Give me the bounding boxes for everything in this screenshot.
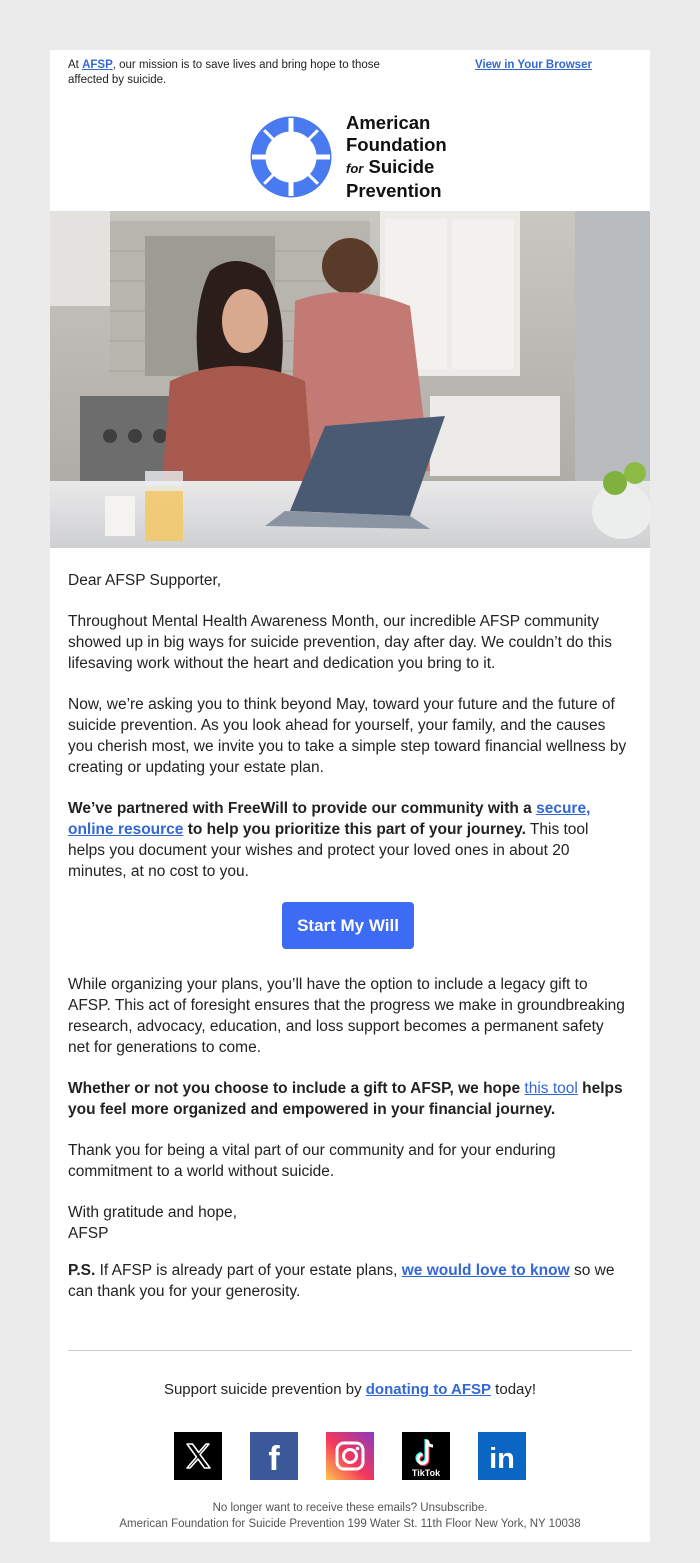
- ps-end: so we can thank you for your generosity.: [68, 1262, 615, 1300]
- facebook-glyph: f: [268, 1440, 280, 1478]
- p3-bold-start: We’ve partnered with FreeWill to provide our community with a: [68, 800, 537, 817]
- x-social-button[interactable]: [174, 1432, 222, 1480]
- tiktok-icon: [402, 1432, 450, 1480]
- logo-wordmark: [346, 112, 447, 202]
- view-in-browser-link-wrap: [475, 58, 592, 73]
- logo-line-foundation: Foundation: [346, 134, 447, 155]
- p3-bold-end: to help you prioritize this part of your journey.: [183, 821, 526, 838]
- this-tool-link[interactable]: this tool: [524, 1080, 578, 1097]
- p3-rest: This tool helps you document your wishes and protect your loved ones in about 20 minutes, at no cost to you.: [68, 821, 589, 880]
- footer: [50, 1500, 650, 1532]
- linkedin-glyph: in: [489, 1443, 515, 1475]
- greeting: Dear AFSP Supporter,: [68, 572, 222, 589]
- logo-for: for: [346, 161, 364, 176]
- p5-bold-end: helps you feel more organized and empowered in your financial journey.: [68, 1080, 623, 1118]
- paragraph-3: [68, 798, 628, 882]
- paragraph-6: Thank you for being a vital part of our community and for your enduring commitment to a world without suicide.: [68, 1142, 556, 1180]
- preheader-prefix: At: [68, 59, 83, 71]
- paragraph-5: [68, 1078, 628, 1120]
- tiktok-social-button[interactable]: [402, 1432, 450, 1480]
- logo-line-prevention: Prevention: [346, 180, 442, 201]
- unsubscribe-text[interactable]: No longer want to receive these emails? Unsubscribe.: [212, 1502, 488, 1514]
- footer-address: American Foundation for Suicide Prevention 199 Water St. 11th Floor New York, NY 10038: [119, 1518, 581, 1530]
- afsp-link[interactable]: AFSP: [82, 59, 113, 71]
- postscript: [68, 1260, 628, 1302]
- ps-label: P.S.: [68, 1262, 96, 1279]
- email-container: [50, 50, 650, 1542]
- preheader-text: [68, 58, 408, 88]
- facebook-icon: [250, 1432, 298, 1480]
- start-my-will-button[interactable]: Start My Will: [282, 902, 414, 949]
- x-icon: [174, 1432, 222, 1480]
- closing-block: [68, 1202, 628, 1244]
- signature: AFSP: [68, 1225, 109, 1242]
- donate-link[interactable]: donating to AFSP: [365, 1381, 492, 1398]
- support-line: [50, 1381, 650, 1398]
- secure-online-resource-link[interactable]: secure, online resource: [68, 800, 591, 838]
- support-prefix: Support suicide prevention by: [163, 1381, 366, 1398]
- footer-divider: [68, 1350, 632, 1351]
- support-suffix: today!: [491, 1381, 537, 1398]
- linkedin-icon: [478, 1432, 526, 1480]
- linkedin-social-button[interactable]: [478, 1432, 526, 1480]
- life-ring-icon: [250, 116, 332, 198]
- paragraph-1: Throughout Mental Health Awareness Month, our incredible AFSP community showed up in big ways for suicide prevention, day after day. We couldn’t do this lifesaving work without the heart and dedication you bring to it.: [68, 613, 612, 672]
- cta-wrap: [68, 902, 628, 949]
- preheader-suffix: , our mission is to save lives and bring hope to those affected by suicide.: [68, 59, 380, 86]
- p5-bold-start: Whether or not you choose to include a gift to AFSP, we hope: [68, 1080, 525, 1097]
- email-body: [68, 570, 628, 1322]
- tiktok-label: TikTok: [411, 1468, 441, 1478]
- view-in-browser-link[interactable]: View in Your Browser: [475, 59, 592, 71]
- logo-line-american: American: [346, 112, 431, 133]
- instagram-icon: [326, 1432, 374, 1480]
- hero-photo-illustration: [50, 211, 650, 548]
- closing: With gratitude and hope,: [68, 1204, 237, 1221]
- instagram-social-button[interactable]: [326, 1432, 374, 1480]
- ps-text: If AFSP is already part of your estate plans,: [95, 1262, 402, 1279]
- we-would-love-to-know-link[interactable]: we would love to know: [401, 1262, 570, 1279]
- logo-line-suicide: [346, 156, 447, 180]
- facebook-social-button[interactable]: [250, 1432, 298, 1480]
- paragraph-4: While organizing your plans, you’ll have the option to include a legacy gift to AFSP. This act of foresight ensures that the progress we make in groundbreaking research, advocacy, education, and loss support becomes a permanent safety net for generations to come.: [68, 976, 625, 1056]
- paragraph-2: Now, we’re asking you to think beyond May, toward your future and the future of suicide prevention. As you look ahead for yourself, your family, and the causes you cherish most, we invite you to take a simple step toward financial wellness by creating or updating your estate plan.: [68, 696, 627, 776]
- hero-image: [50, 211, 650, 548]
- afsp-logo[interactable]: [250, 112, 470, 200]
- logo-suicide: Suicide: [368, 156, 435, 177]
